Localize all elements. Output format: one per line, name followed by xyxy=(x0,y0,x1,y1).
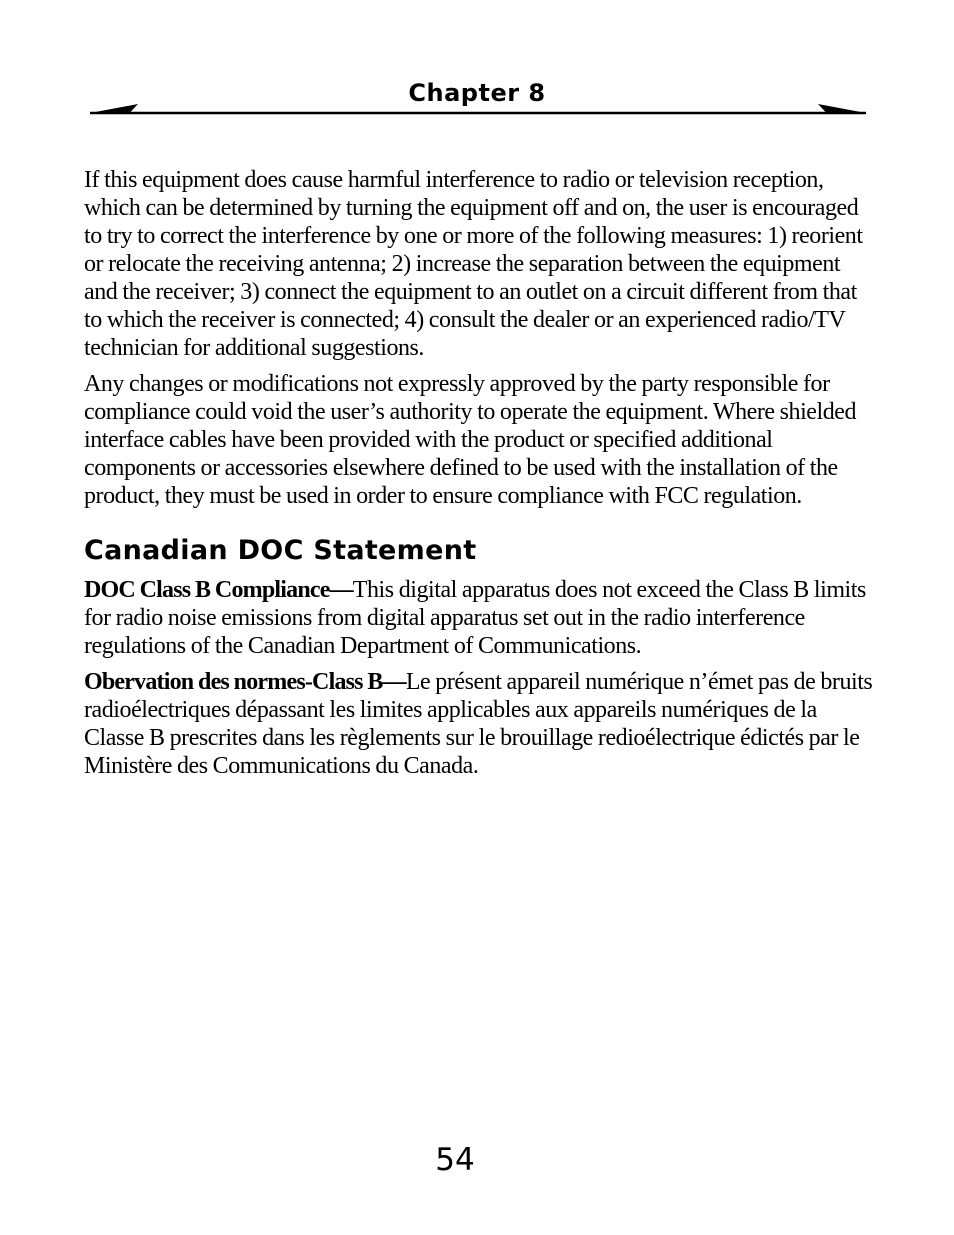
chapter-title: Chapter 8 xyxy=(408,79,546,107)
doc-compliance-lead: DOC Class B Compliance— xyxy=(84,577,353,603)
doc-compliance-paragraph xyxy=(84,576,874,660)
doc-observation-lead: Obervation des normes-Class B— xyxy=(84,669,406,695)
doc-compliance-text: This digital apparatus does not exceed the Class B limits for radio noise emissions from digital apparatus set out in the radio interference regulations of the Canadian Department of Communications. xyxy=(84,577,866,659)
interference-paragraph: If this equipment does cause harmful interference to radio or television reception, which can be determined by turning the equipment off and on, the user is encouraged to try to correct the interference by one or more of the following measures: 1) reorient or relocate the receiving antenna; 2) increase the separation between the equipment and the receiver; 3) connect the equipment to an outlet on a circuit different from that to which the receiver is connected; 4) consult the dealer or an experienced radio/TV technician for additional suggestions. xyxy=(84,167,863,361)
header-rule xyxy=(88,100,868,120)
doc-observation-paragraph xyxy=(84,668,874,780)
modifications-paragraph: Any changes or modifications not expressly approved by the party responsible for compliance could void the user’s authority to operate the equipment. Where shielded interface cables have been provided with the product or specified additional components or accessories elsewhere defined to be used with the installation of the product, they must be used in order to ensure compliance with FCC regulation. xyxy=(84,371,857,509)
page-content xyxy=(84,166,874,788)
section-heading: Canadian DOC Statement xyxy=(84,535,477,566)
doc-observation-text: Le présent appareil numérique n’émet pas de bruits radioélectriques dépassant les limites applicables aux appareils numériques de la Classe B prescrites dans les règlements sur le brouillage redioélectrique édictés par le Ministère des Communications du Canada. xyxy=(84,669,873,779)
page-number: 54 xyxy=(435,1142,475,1178)
